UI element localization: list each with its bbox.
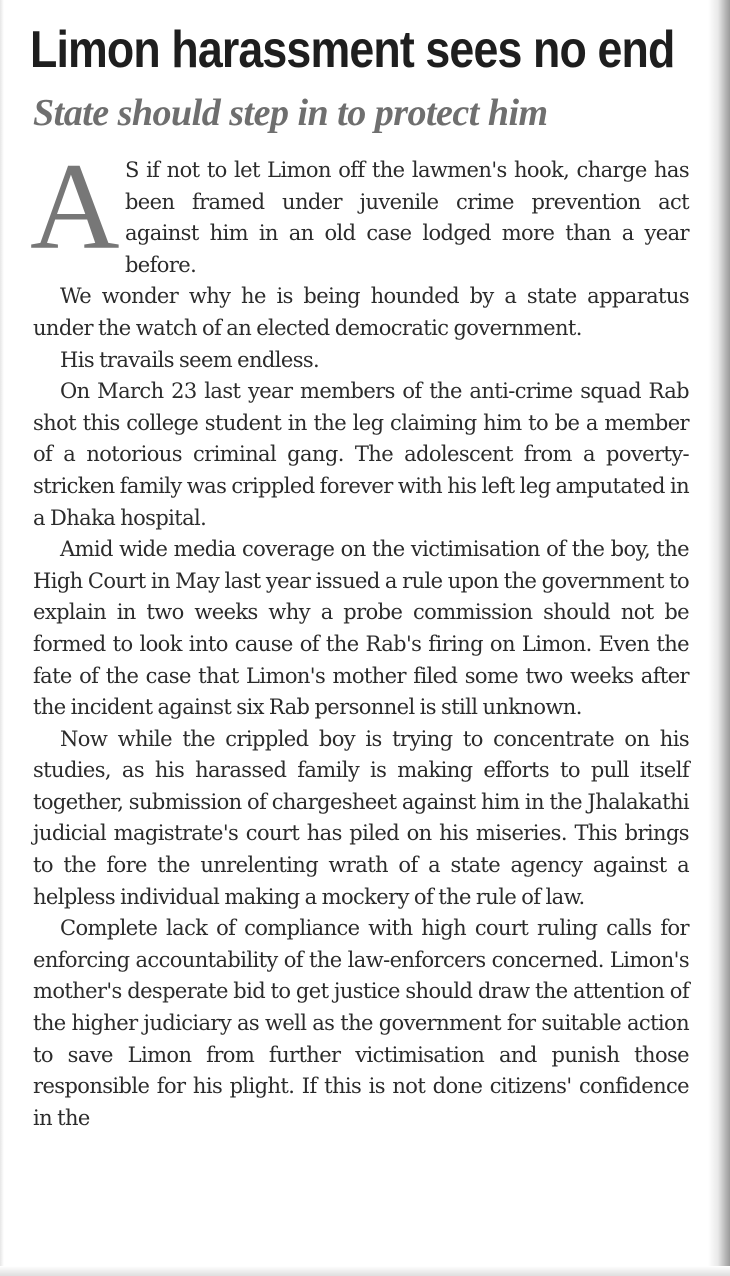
page-left-edge (0, 0, 4, 1276)
paragraph: Complete lack of compliance with high court ruling calls for enforcing accountability of the law-enforcers concerned. Limon's mother's desperate bid to get justice should draw the attention of the higher judiciary as well as the government for suitable action to save Limon from further victimisation and punish those responsible for his plight. If this is not done citizens' confidence in the (33, 916, 689, 1130)
paragraph: On March 23 last year members of the anti-crime squad Rab shot this college student in the leg claiming him to be a member of a notorious criminal gang. The adolescent from a poverty-stricken family was crippled forever with his left leg amputated in a Dhaka hospital. (33, 379, 689, 530)
headline: Limon harassment sees no end (30, 21, 675, 79)
article-body (30, 138, 689, 1134)
subheadline: State should step in to protect him (33, 92, 548, 134)
page-fold-shadow (708, 0, 730, 1276)
drop-cap: A (30, 138, 119, 275)
lead-paragraph-text: S if not to let Limon off the lawmen's hook, charge has been framed under juvenile crime prevention act against him in an old case lodged more than a year before. (124, 158, 689, 277)
lead-paragraph (30, 138, 689, 281)
page-bottom-shadow (0, 1266, 730, 1276)
paragraph: His travails seem endless. (60, 347, 320, 372)
paragraph: Now while the crippled boy is trying to concentrate on his studies, as his harassed family is making efforts to pull itself together, submission of chargesheet against him in the Jhalakathi judicial magistrate's court has piled on his miseries. This brings to the fore the unrelenting wrath of a state agency against a helpless individual making a mockery of the rule of law. (33, 726, 689, 909)
paragraph: Amid wide media coverage on the victimisation of the boy, the High Court in May last year issued a rule upon the government to explain in two weeks why a probe commission should not be formed to look into cause of the Rab's firing on Limon. Even the fate of the case that Limon's mother filed some two weeks after the incident against six Rab personnel is still unknown. (33, 537, 689, 720)
paragraph: We wonder why he is being hounded by a state apparatus under the watch of an elected democratic government. (33, 284, 689, 340)
